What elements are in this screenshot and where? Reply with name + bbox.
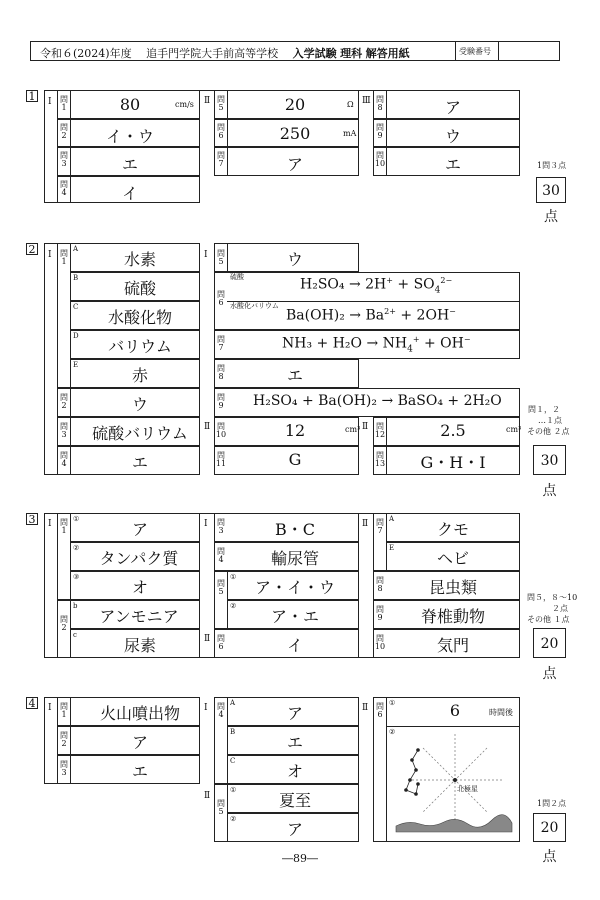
header-sheet: 解答用紙	[365, 47, 410, 60]
s4-q4b-tag: B	[230, 728, 236, 736]
s3-note-2: ２点	[552, 604, 568, 613]
s2-q6-equation-1[interactable]: $H_2SO_4 \to 2H^+ + SO_4^{2-}$	[300, 276, 453, 296]
s1-q3-label: 問 3	[60, 151, 68, 168]
s4-q4-label: 問 4	[217, 702, 225, 719]
s1-q10-answer[interactable]: エ	[444, 155, 461, 174]
s2-q11-label: 問 11	[215, 451, 227, 468]
s2-q9-equation[interactable]: H₂SO₄ + Ba(OH)₂ → BaSO₄ + 2H₂O	[253, 393, 502, 409]
s4-score-value: 20点	[540, 820, 559, 865]
s3-score-box[interactable]	[533, 628, 566, 682]
s1-part-III: Ⅲ	[362, 96, 371, 106]
s4-q5-2-answer[interactable]: ア	[286, 820, 303, 839]
s4-q6-star-diagram[interactable]	[388, 728, 518, 840]
section-2-number: 2	[26, 243, 38, 255]
s2-q8-answer[interactable]: エ	[286, 366, 303, 385]
s4-q6-1-tag: ①	[389, 699, 396, 707]
s2-q4-answer[interactable]: エ	[131, 453, 148, 472]
page-number: ―89―	[282, 852, 318, 865]
s2-part-I: Ⅰ	[48, 250, 52, 260]
s2-q1c-answer[interactable]: 水酸化物	[107, 308, 172, 327]
s4-q4a-answer[interactable]: ア	[286, 704, 303, 723]
s2-q1e-answer[interactable]: 赤	[131, 366, 148, 385]
exam-number-field[interactable]	[499, 42, 559, 60]
s3-q10-label: 問 10	[374, 634, 386, 651]
s3-part-I: Ⅰ	[48, 519, 52, 529]
s4-part-II-b: Ⅱ	[362, 703, 369, 713]
s4-right-qcol	[386, 697, 387, 842]
s2-q1d-answer[interactable]: バリウム	[108, 337, 172, 356]
s4-q1-answer[interactable]: 火山噴出物	[99, 704, 180, 723]
s2-q12-unit: cm³	[506, 425, 522, 434]
s3-q7a-tag: A	[389, 515, 395, 523]
s3-q9-answer[interactable]: 脊椎動物	[420, 607, 485, 626]
s3-q7e-tag: E	[389, 544, 395, 552]
s2-q1c-tag: C	[73, 303, 79, 311]
s2-score-box[interactable]	[533, 445, 566, 499]
s3-q7-label: 問 7	[376, 518, 384, 535]
s1-score-value: 30点	[542, 183, 560, 225]
header-school: 追手門学院大手前高等学校	[146, 47, 279, 60]
s1-mid-qcol	[227, 90, 228, 176]
s1-q1-unit: cm/s	[175, 100, 194, 109]
s3-q9-label: 問 9	[376, 605, 384, 622]
s1-q5-unit: Ω	[347, 100, 354, 109]
s1-q6-label: 問 6	[217, 123, 225, 140]
s1-q6-unit: mA	[343, 129, 357, 138]
s4-part-I: Ⅰ	[48, 703, 52, 713]
s4-left-qcol	[70, 697, 71, 784]
s3-note-1: 問５，８～10	[527, 593, 578, 602]
s4-q4b-answer[interactable]: エ	[286, 733, 303, 752]
s2-part-I-b: Ⅰ	[204, 250, 208, 260]
s3-q6-answer[interactable]: イ	[286, 636, 303, 655]
s3-q1-label: 問 1	[60, 518, 68, 535]
s3-part-II-b: Ⅱ	[362, 519, 369, 529]
s2-q13-label: 問 13	[374, 451, 386, 468]
s1-q1-answer[interactable]: 80	[119, 95, 141, 114]
s2-q2-answer[interactable]: ウ	[131, 395, 148, 414]
s1-q7-label: 問 7	[217, 151, 225, 168]
s1-q4-label: 問 4	[60, 180, 68, 197]
s3-q1-3-tag: ③	[73, 573, 80, 581]
s1-q5-label: 問 5	[217, 95, 225, 112]
s2-q3-answer[interactable]: 硫酸バリウム	[92, 424, 188, 443]
s2-part-II: Ⅱ	[204, 422, 211, 432]
section-3-number: 3	[26, 513, 38, 525]
s1-q5-answer[interactable]: 20	[284, 95, 306, 114]
s2-q11-answer[interactable]: G	[288, 450, 302, 469]
s4-score-box[interactable]	[533, 813, 566, 865]
s4-q4c-tag: C	[230, 757, 236, 765]
s2-q3-label: 問 3	[60, 422, 68, 439]
s2-q1b-tag: B	[73, 274, 79, 282]
s3-q8-answer[interactable]: 昆虫類	[428, 578, 477, 597]
s1-q1-label: 問 1	[60, 95, 68, 112]
s3-q2b-tag: b	[73, 602, 78, 610]
s3-q5-2-answer[interactable]: ア・エ	[270, 607, 319, 626]
s2-lower-qcol	[70, 388, 71, 475]
s2-q10-answer[interactable]: 12	[284, 421, 306, 440]
s4-part-II: Ⅱ	[204, 791, 211, 801]
s2-q7-label: 問 7	[217, 335, 225, 352]
section-4-number: 4	[26, 697, 38, 709]
s3-q5-1-tag: ①	[230, 573, 237, 581]
s1-score-box[interactable]	[536, 177, 566, 225]
s1-q3-answer[interactable]: エ	[121, 155, 138, 174]
s3-q4-label: 問 4	[217, 547, 225, 564]
s1-q9-label: 問 9	[376, 123, 384, 140]
s4-q6-2-tag: ②	[389, 728, 396, 736]
polaris-star	[453, 778, 457, 782]
ground-horizon	[396, 815, 512, 832]
s4-q5-2-tag: ②	[230, 815, 237, 823]
s3-q2c-answer[interactable]: 尿素	[123, 636, 156, 655]
s3-q2-label: 問 2	[60, 615, 68, 632]
s3-q7e-answer[interactable]: ヘビ	[436, 549, 469, 568]
s4-q5-1-tag: ①	[230, 786, 237, 794]
s2-part-II-b: Ⅱ	[362, 422, 369, 432]
s1-q7-answer[interactable]: ア	[286, 155, 303, 174]
header-title	[40, 45, 410, 61]
s4-q6-1-unit: 時間後	[489, 708, 513, 717]
s4-q4c-answer[interactable]: オ	[286, 762, 303, 781]
s3-q2b-answer[interactable]: アンモニア	[99, 607, 179, 626]
s2-q6-equation-2[interactable]: $Ba(OH)_2 \to Ba^{2+} + 2OH^-$	[286, 307, 456, 324]
s4-part-I-b: Ⅰ	[204, 703, 208, 713]
s4-q4a-tag: A	[230, 699, 236, 707]
s1-q2-label: 問 2	[60, 123, 68, 140]
s2-q12-label: 問 12	[374, 422, 386, 439]
s1-qnum-col	[70, 90, 71, 203]
s1-right-qcol	[386, 90, 387, 176]
section-1-number: 1	[26, 90, 38, 102]
s1-q9-answer[interactable]: ウ	[444, 127, 461, 146]
s2-note-3: その他 ２点	[527, 427, 570, 436]
s2-note-1: 問１，２	[528, 405, 560, 414]
s3-q5-1-answer[interactable]: ア・イ・ウ	[254, 578, 335, 597]
s3-q7a-answer[interactable]: クモ	[436, 520, 469, 539]
s2-q1b-answer[interactable]: 硫酸	[123, 279, 156, 298]
s3-q2c-tag: c	[73, 631, 77, 639]
s2-q2-label: 問 2	[60, 393, 68, 410]
s1-part-II: Ⅱ	[204, 96, 211, 106]
big-dipper	[405, 749, 420, 796]
s1-scoring-note: 1問３点	[537, 161, 567, 170]
s4-scoring-note: 1問２点	[537, 799, 567, 808]
s2-score-value: 30点	[540, 453, 559, 499]
header-year: 令和６(2024)年度	[40, 47, 132, 60]
s2-q6-label: 問 6	[217, 290, 225, 307]
s3-q6-label: 問 6	[217, 634, 225, 651]
s1-q8-answer[interactable]: ア	[444, 98, 461, 117]
s4-q6-label: 問 6	[376, 702, 384, 719]
s2-q8-label: 問 8	[217, 364, 225, 381]
s1-part-I: Ⅰ	[48, 97, 52, 107]
s3-part-II-a: Ⅱ	[204, 634, 211, 644]
exam-number-label: 受験番号	[459, 47, 491, 56]
s3-q1-2-answer[interactable]: タンパク質	[99, 549, 179, 568]
s4-q5-label: 問 5	[217, 799, 225, 816]
s2-q1e-tag: E	[73, 361, 79, 369]
s3-q5-label: 問 5	[217, 579, 225, 596]
s2-q9-label: 問 9	[217, 393, 225, 410]
s2-q12-answer[interactable]: 2.5	[440, 421, 466, 440]
s4-q1-label: 問 1	[60, 702, 68, 719]
s2-q1-label: 問 1	[60, 249, 68, 266]
header-subject: 理科	[340, 47, 363, 60]
s3-note-3: その他 １点	[527, 615, 570, 624]
s1-q4-answer[interactable]: イ	[121, 184, 138, 203]
s1-q8-label: 問 8	[376, 95, 384, 112]
s3-q1-1-tag: ①	[73, 515, 80, 523]
s2-right-qcol	[386, 417, 387, 475]
s2-q13-answer[interactable]: G・H・I	[420, 453, 486, 472]
s2-q1a-answer[interactable]: 水素	[123, 250, 156, 269]
s3-part-I-b: Ⅰ	[204, 519, 208, 529]
s3-q8-label: 問 8	[376, 576, 384, 593]
s4-q3-answer[interactable]: エ	[131, 762, 148, 781]
exam-number-box	[455, 41, 456, 61]
s3-q4-answer[interactable]: 輸尿管	[270, 549, 319, 568]
s2-q6-label-sulfuric: 硫酸	[230, 273, 244, 281]
header-exam: 入学試験	[292, 47, 337, 60]
s2-note-2: …１点	[538, 416, 562, 425]
s2-q5-label: 問 5	[217, 249, 225, 266]
s2-q1a-tag: A	[73, 245, 79, 253]
s3-q3-label: 問 3	[217, 518, 225, 535]
s2-q7-equation[interactable]: $NH_3 + H_2O \to NH_4^+ + OH^-$	[282, 335, 471, 355]
s1-q10-label: 問 10	[374, 151, 386, 168]
s1-q2-answer[interactable]: イ・ウ	[105, 127, 154, 146]
s2-q6-label-bariumhydroxide: 水酸化バリウム	[230, 302, 279, 310]
s4-q2-label: 問 2	[60, 731, 68, 748]
s3-q5-2-tag: ②	[230, 602, 237, 610]
s4-q6-1-answer[interactable]: 6	[449, 701, 461, 720]
s3-q1-3-answer[interactable]: オ	[131, 578, 148, 597]
s2-q10-label: 問 10	[215, 422, 227, 439]
s2-q5-answer[interactable]: ウ	[286, 250, 303, 269]
s3-q10-answer[interactable]: 気門	[436, 636, 469, 655]
s3-q1-1-answer[interactable]: ア	[131, 520, 148, 539]
s4-q2-answer[interactable]: ア	[131, 733, 148, 752]
polaris-label: 北極星	[457, 785, 478, 793]
s4-q5-1-answer[interactable]: 夏至	[278, 791, 311, 810]
s1-q6-answer[interactable]: 250	[279, 124, 311, 143]
s4-q6-split	[386, 726, 520, 727]
s3-q3-answer[interactable]: B・C	[274, 520, 315, 539]
s3-q1-2-tag: ②	[73, 544, 80, 552]
s2-q1d-tag: D	[73, 332, 79, 340]
s2-q10-unit: cm³	[345, 425, 361, 434]
s3-score-value: 20点	[540, 636, 559, 682]
s4-q3-label: 問 3	[60, 760, 68, 777]
s2-q4-label: 問 4	[60, 451, 68, 468]
